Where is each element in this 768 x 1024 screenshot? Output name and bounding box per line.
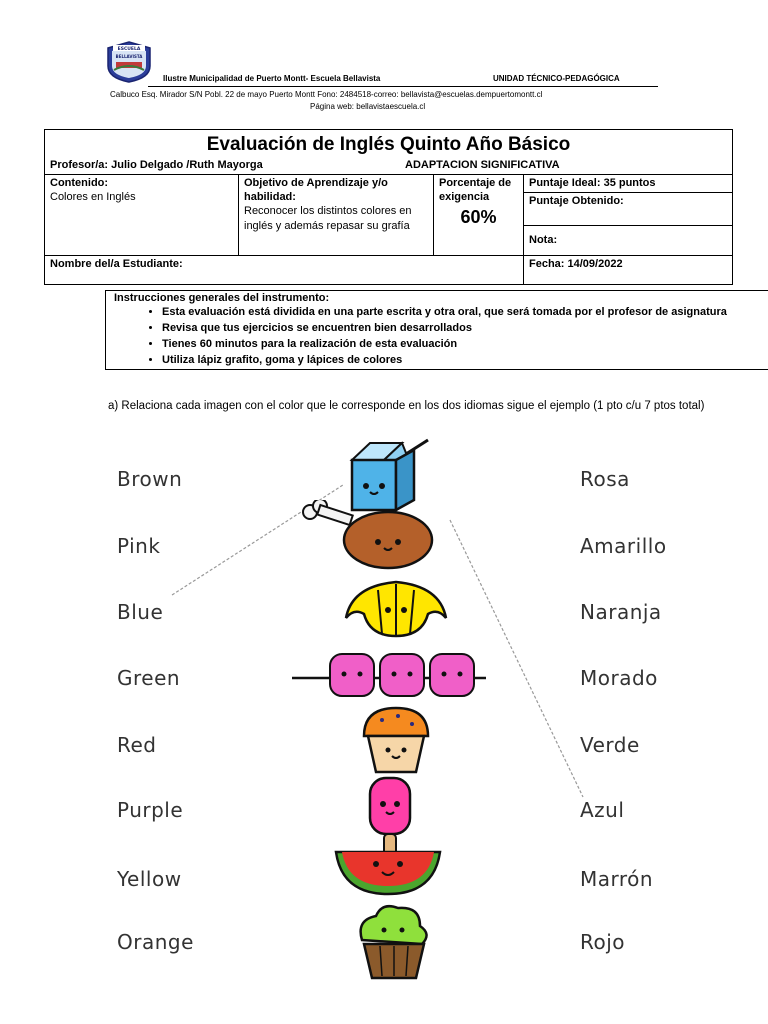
date-field: Fecha: 14/09/2022 bbox=[524, 255, 733, 284]
spanish-word-verde: Verde bbox=[580, 733, 640, 757]
spanish-word-azul: Azul bbox=[580, 798, 625, 822]
svg-text:ESCUELA: ESCUELA bbox=[117, 47, 141, 52]
english-word-brown: Brown bbox=[117, 467, 183, 491]
english-word-red: Red bbox=[117, 733, 157, 757]
instruction-item: • Tienes 60 minutos para la realización de esta evaluación bbox=[162, 336, 768, 352]
student-name-field[interactable]: Nombre del/a Estudiante: bbox=[45, 255, 524, 284]
content-label: Contenido: bbox=[50, 176, 109, 189]
header-municipality: Ilustre Municipalidad de Puerto Montt- Escuela Bellavista bbox=[163, 74, 381, 83]
marshmallow-skewer-icon bbox=[290, 650, 490, 700]
instruction-item: • Esta evaluación está dividida en una parte escrita y otra oral, que será tomada por el profesor de asignatura bbox=[162, 304, 768, 320]
objective-label: Objetivo de Aprendizaje y/o habilidad: bbox=[244, 176, 388, 204]
chicken-leg-icon bbox=[300, 500, 440, 575]
muffin-icon bbox=[358, 706, 434, 776]
english-word-purple: Purple bbox=[117, 798, 184, 822]
percentage-label: Porcentaje de exigencia bbox=[439, 176, 512, 204]
svg-text:BELLAVISTA: BELLAVISTA bbox=[115, 54, 143, 59]
spanish-word-rosa: Rosa bbox=[580, 467, 630, 491]
english-word-orange: Orange bbox=[117, 930, 194, 954]
header-unit: UNIDAD TÉCNICO-PEDAGÓGICA bbox=[493, 74, 620, 83]
watermelon-icon bbox=[334, 848, 442, 896]
header-address: Calbuco Esq. Mirador S/N Pobl. 22 de mayo Puerto Montt Fono: 2484518-correo: bellavista@escuelas.dempuertomontt.cl bbox=[110, 90, 543, 99]
header-website: Página web: bellavistaescuela.cl bbox=[310, 102, 426, 111]
english-word-blue: Blue bbox=[117, 600, 164, 624]
adaptation-label: ADAPTACION SIGNIFICATIVA bbox=[405, 158, 560, 171]
grade-note[interactable]: Nota: bbox=[524, 225, 733, 255]
english-word-yellow: Yellow bbox=[117, 867, 182, 891]
ice-cream-icon bbox=[354, 900, 434, 982]
spanish-word-rojo: Rojo bbox=[580, 930, 626, 954]
obtained-score[interactable]: Puntaje Obtenido: bbox=[524, 193, 733, 225]
instruction-item: • Utiliza lápiz grafito, goma y lápices de colores bbox=[162, 352, 768, 368]
percentage-value: 60% bbox=[460, 207, 497, 228]
question-a: a) Relaciona cada imagen con el color que le corresponde en los dos idiomas sigue el ejemplo (1 pto c/u 7 ptos total) bbox=[108, 400, 705, 412]
english-word-green: Green bbox=[117, 666, 181, 690]
evaluation-title: Evaluación de Inglés Quinto Año Básico bbox=[206, 134, 571, 155]
croissant-icon bbox=[342, 578, 450, 640]
english-word-pink: Pink bbox=[117, 534, 161, 558]
instructions-title: Instrucciones generales del instrumento: bbox=[114, 292, 330, 304]
objective-value: Reconocer los distintos colores en inglés y además repasar su grafía bbox=[244, 205, 412, 232]
content-value: Colores en Inglés bbox=[50, 191, 136, 204]
ideal-score: Puntaje Ideal: 35 puntos bbox=[524, 174, 733, 193]
spanish-word-marron: Marrón bbox=[580, 867, 654, 891]
spanish-word-amarillo: Amarillo bbox=[580, 534, 667, 558]
spanish-word-naranja: Naranja bbox=[580, 600, 662, 624]
instruction-item: • Revisa que tus ejercicios se encuentren bien desarrollados bbox=[162, 320, 768, 336]
teacher-name: Profesor/a: Julio Delgado /Ruth Mayorga bbox=[50, 158, 263, 171]
spanish-word-morado: Morado bbox=[580, 666, 658, 690]
